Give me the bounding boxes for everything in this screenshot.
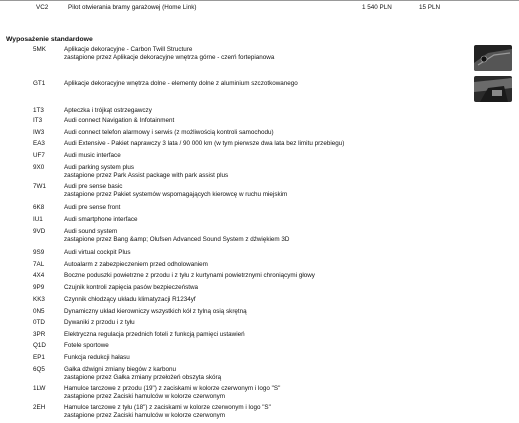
equipment-description [64, 366, 221, 381]
equipment-code: 4X4 [33, 272, 45, 279]
equipment-name: Audi connect Navigation & Infotainment [64, 117, 175, 124]
equipment-code: 7AL [33, 261, 45, 268]
equipment-code: 6K8 [33, 204, 45, 211]
equipment-code: Q1D [33, 342, 46, 349]
equipment-description [64, 152, 121, 160]
equipment-code: 9P9 [33, 284, 45, 291]
equipment-name: Dynamiczny układ kierowniczy wszystkich kół z tylną osią skrętną [64, 308, 247, 315]
equipment-name: Aplikacje dekoracyjne wnętrza dolne - elementy dolne z aluminium szczotkowanego [64, 80, 298, 87]
replacement-note: zastąpione przez Zaciski hamulców w kolorze czerwonym [64, 392, 225, 400]
equipment-code: 0N5 [33, 308, 45, 315]
equipment-code: IU1 [33, 216, 43, 223]
equipment-description [64, 117, 174, 125]
equipment-description [64, 204, 120, 212]
equipment-name: Elektryczna regulacja przednich foteli z funkcją pamięci ustawień [64, 331, 245, 338]
equipment-code: 9VD [33, 228, 46, 235]
equipment-code: 2EH [33, 404, 46, 411]
equipment-code: 5MK [33, 46, 46, 53]
equipment-code: 7W1 [33, 183, 46, 190]
equipment-code: GT1 [33, 80, 46, 87]
equipment-code: EP1 [33, 354, 45, 361]
equipment-code: IW3 [33, 129, 45, 136]
equipment-description [64, 140, 344, 148]
equipment-description [64, 385, 280, 400]
equipment-code: KK3 [33, 296, 45, 303]
equipment-description [64, 249, 131, 257]
equipment-description [64, 319, 135, 327]
equipment-name: Audi smartphone interface [64, 216, 138, 223]
trim-photo-icon [474, 45, 512, 71]
equipment-code: UF7 [33, 152, 45, 159]
replacement-note: zastąpione przez Zaciski hamulców w kolorze czerwonym [64, 411, 225, 419]
equipment-name: Audi music interface [64, 152, 121, 159]
equipment-name: Czujnik kontroli zapięcia pasów bezpieczeństwa [64, 284, 199, 291]
equipment-description [64, 228, 289, 243]
equipment-name: Czynnik chłodzący układu klimatyzacji R1234yf [64, 296, 196, 303]
equipment-name: Hamulce tarczowe z tyłu (18") z zaciskami w kolorze czerwonym i logo "S" [64, 404, 271, 411]
equipment-code: IT3 [33, 117, 43, 124]
equipment-name: Audi Extensive - Pakiet naprawczy 3 lata / 90 000 km (w tym pierwsze dwa lata bez limitu przebiegu) [64, 140, 345, 147]
equipment-name: Gałka dźwigni zmiany biegów z karbonu [64, 366, 177, 373]
option-description: Pilot otwierania bramy garażowej (Home Link) [68, 4, 197, 11]
replacement-note: zastąpione przez Gałka zmiany przełożeń obszyta skórą [64, 373, 222, 381]
equipment-name: Audi pre sense basic [64, 183, 123, 190]
equipment-name: Hamulce tarczowe z przodu (19") z zaciskami w kolorze czerwonym i logo "S" [64, 385, 281, 392]
option-price: 1 540 PLN [362, 4, 392, 11]
replacement-note: zastąpione przez Aplikacje dekoracyjne wnętrza górne - czerń fortepianowa [64, 53, 275, 61]
replacement-note: zastąpione przez Bang &amp; Olufsen Advanced Sound System z dźwiękiem 3D [64, 235, 290, 243]
equipment-code: 1LW [33, 385, 46, 392]
replacement-note: zastąpione przez Pakiet systemów wspomagających kierowcę w ruchu miejskim [64, 190, 288, 198]
option-price-secondary: 15 PLN [419, 4, 441, 11]
equipment-name: Audi virtual cockpit Plus [64, 249, 131, 256]
equipment-name: Audi connect telefon alarmowy i serwis (z możliwością kontroli samochodu) [64, 129, 274, 136]
equipment-name: Audi sound system [64, 228, 118, 235]
equipment-code: 1T3 [33, 107, 44, 114]
top-divider [0, 0, 519, 1]
equipment-name: Aplikacje dekoracyjne - Carbon Twill Structure [64, 46, 193, 53]
equipment-code: EA3 [33, 140, 45, 147]
equipment-name: Funkcja redukcji hałasu [64, 354, 130, 361]
equipment-code: 9S9 [33, 249, 45, 256]
equipment-description [64, 129, 274, 137]
equipment-description [64, 284, 198, 292]
equipment-description [64, 46, 274, 61]
equipment-name: Fotele sportowe [64, 342, 109, 349]
equipment-name: Audi parking system plus [64, 164, 134, 171]
equipment-description [64, 80, 298, 88]
option-code: VC2 [36, 4, 49, 11]
replacement-note: zastąpione przez Park Assist package with park assist plus [64, 171, 229, 179]
equipment-description [64, 164, 228, 179]
equipment-description [64, 296, 196, 304]
equipment-name: Boczne poduszki powietrzne z przodu i z tyłu z kurtynami powietrznymi chroniącymi głowy [64, 272, 315, 279]
equipment-description [64, 216, 138, 224]
equipment-code: 0TD [33, 319, 45, 326]
equipment-code: 9X0 [33, 164, 45, 171]
trim-photo-icon [474, 76, 512, 102]
equipment-description [64, 331, 245, 339]
equipment-description [64, 342, 109, 350]
equipment-name: Apteczka i trójkąt ostrzegawczy [64, 107, 152, 114]
equipment-code: 6Q5 [33, 366, 45, 373]
equipment-name: Autoalarm z zabezpieczeniem przed odholowaniem [64, 261, 208, 268]
equipment-description [64, 261, 208, 269]
equipment-name: Dywaniki z przodu i z tyłu [64, 319, 135, 326]
equipment-description [64, 107, 152, 115]
equipment-description [64, 272, 315, 280]
equipment-code: 3PR [33, 331, 46, 338]
equipment-description [64, 404, 271, 419]
equipment-description [64, 308, 247, 316]
equipment-name: Audi pre sense front [64, 204, 121, 211]
section-title: Wyposażenie standardowe [6, 36, 93, 43]
equipment-description [64, 183, 287, 198]
equipment-description [64, 354, 130, 362]
